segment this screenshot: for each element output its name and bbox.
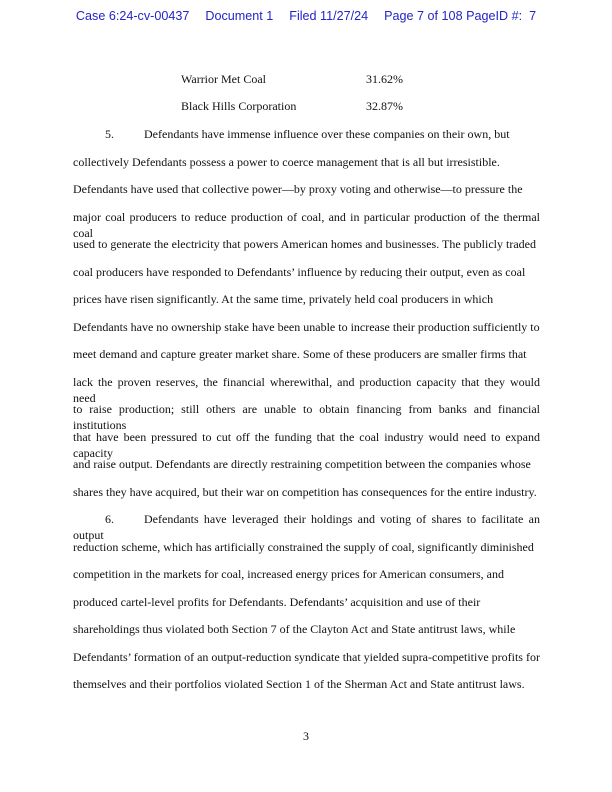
line-text: collectively Defendants possess a power to coerce management that is all but irresistible. (73, 154, 500, 169)
paragraph-line (73, 401, 540, 432)
line-text: lack the proven reserves, the financial wherewithal, and production capacity that they would need (73, 374, 540, 405)
paragraph-line (73, 484, 540, 512)
filed-date: Filed 11/27/24 (289, 9, 369, 23)
paragraph-6 (73, 511, 540, 704)
document-number: Document 1 (205, 9, 274, 23)
paragraph-line (73, 511, 540, 542)
line-text: Defendants have immense influence over these companies on their own, but (144, 127, 510, 141)
page-info: Page 7 of 108 PageID #: 7 (384, 9, 537, 23)
paragraph-5 (73, 126, 540, 511)
paragraph-line (73, 594, 540, 622)
ownership-percent: 32.87% (366, 99, 403, 113)
paragraph-number: 6. (105, 512, 114, 526)
paragraph-line (73, 209, 540, 240)
paragraph-line (73, 126, 540, 154)
paragraph-line (73, 676, 540, 704)
paragraph-line (73, 566, 540, 594)
paragraph-number: 5. (105, 127, 114, 141)
line-text: meet demand and capture greater market share. Some of these producers are smaller firms that (73, 347, 527, 361)
line-text: that have been pressured to cut off the funding that the coal industry would need to expand capacity (73, 429, 540, 460)
line-text: Defendants have no ownership stake have been unable to increase their production sufficiently to (73, 319, 540, 334)
line-text: shares they have acquired, but their war on competition has consequences for the entire industry. (73, 484, 537, 499)
paragraph-line (73, 154, 540, 182)
paragraph-line (73, 374, 540, 405)
line-text: prices have risen significantly. At the same time, privately held coal producers in which (73, 292, 494, 306)
paragraph-line (73, 539, 540, 567)
line-text: used to generate the electricity that powers American homes and businesses. The publicly traded (73, 237, 536, 251)
paragraph-line (73, 236, 540, 264)
line-text: produced cartel-level profits for Defendants. Defendants’ acquisition and use of their (73, 594, 481, 609)
page-number: 3 (303, 729, 309, 743)
line-text: competition in the markets for coal, increased energy prices for American consumers, and (73, 567, 504, 581)
line-text: shareholdings thus violated both Section 7 of the Clayton Act and State antitrust laws, while (73, 622, 516, 636)
line-text: to raise production; still others are unable to obtain financing from banks and financial institutions (73, 402, 540, 432)
line-text: and raise output. Defendants are directly restraining competition between the companies whose (73, 457, 531, 471)
filing-header (0, 9, 612, 23)
ownership-percent: 31.62% (366, 72, 403, 86)
line-text: major coal producers to reduce production of coal, and in particular production of the thermal coal (73, 209, 540, 240)
paragraph-line (73, 264, 540, 292)
paragraph-line (73, 291, 540, 319)
line-text: coal producers have responded to Defendants’ influence by reducing their output, even as coal (73, 264, 526, 279)
table-row (181, 72, 403, 87)
paragraph-line (73, 456, 540, 484)
line-text: Defendants’ formation of an output-reduction syndicate that yielded supra-competitive profits for (73, 649, 540, 664)
company-name: Black Hills Corporation (181, 99, 297, 113)
line-text: reduction scheme, which has artificially constrained the supply of coal, significantly diminished (73, 539, 534, 554)
line-text: Defendants have leveraged their holdings and voting of shares to facilitate an output (73, 512, 540, 542)
table-row (181, 99, 403, 114)
case-number: Case 6:24-cv-00437 (75, 9, 190, 23)
paragraph-line (73, 346, 540, 374)
company-name: Warrior Met Coal (181, 72, 267, 86)
paragraph-line (73, 429, 540, 460)
paragraph-line (73, 621, 540, 649)
line-text: themselves and their portfolios violated Section 1 of the Sherman Act and State antitrust laws. (73, 677, 525, 691)
line-text: Defendants have used that collective power—by proxy voting and otherwise—to pressure the (73, 182, 523, 196)
paragraph-line (73, 649, 540, 677)
paragraph-line (73, 319, 540, 347)
paragraph-line (73, 181, 540, 209)
